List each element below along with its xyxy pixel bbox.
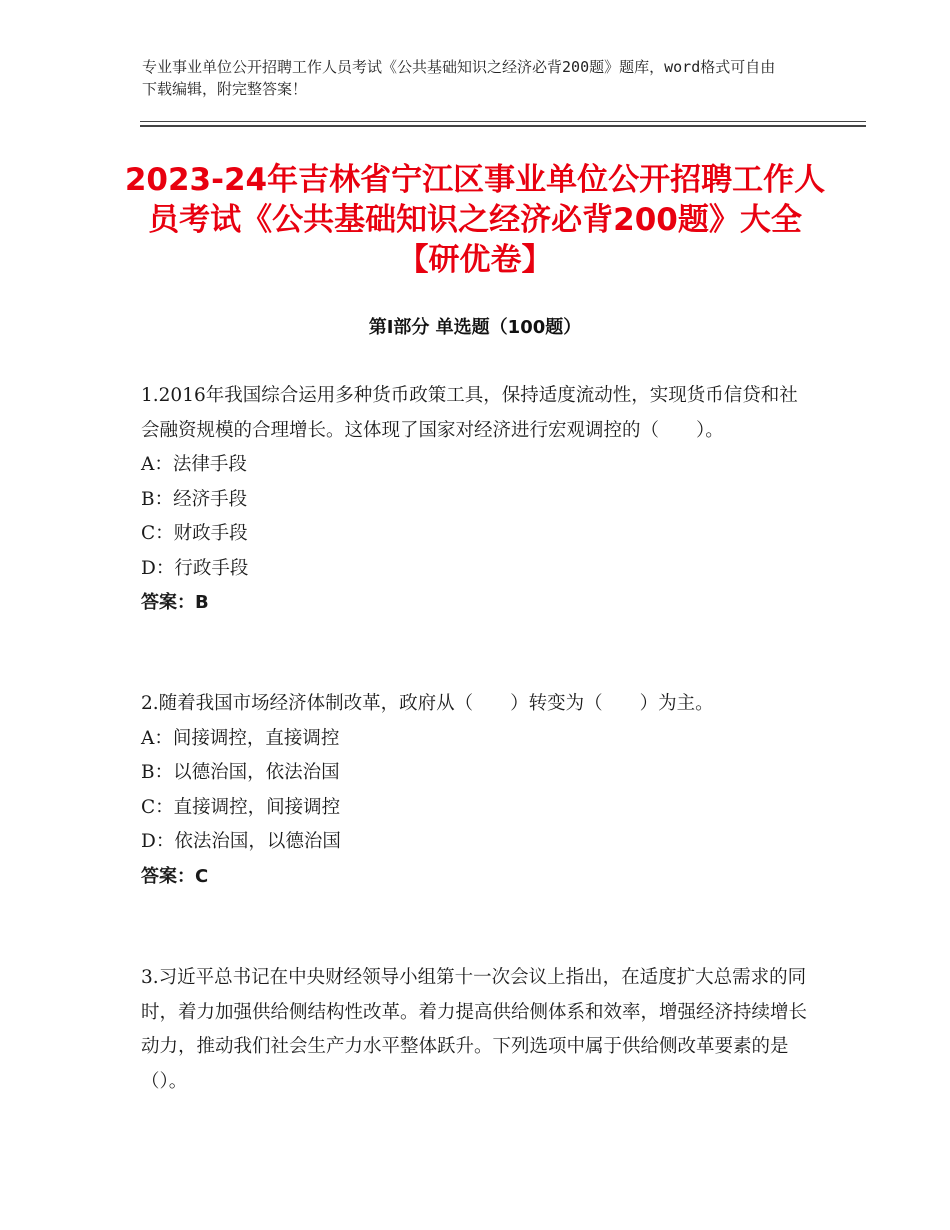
option-b: B：经济手段 xyxy=(141,488,248,510)
header-divider-thin xyxy=(140,121,866,122)
option-b: B：以德治国，依法治国 xyxy=(141,762,340,783)
option-a: A：间接调控，直接调控 xyxy=(141,727,340,749)
question-3 xyxy=(141,961,811,1099)
question-2 xyxy=(141,687,811,894)
question-1 xyxy=(141,379,811,621)
section-title: 第Ⅰ部分 单选题（100题） xyxy=(368,317,582,338)
document-title: 2023-24年吉林省宁江区事业单位公开招聘工作人员考试《公共基础知识之经济必背200题》大全【研优卷】 xyxy=(124,162,826,278)
option-c: C：直接调控，间接调控 xyxy=(141,796,341,818)
question-stem: 3.习近平总书记在中央财经领导小组第十一次会议上指出，在适度扩大总需求的同时，着力加强供给侧结构性改革。着力提高供给侧体系和效率，增强经济持续增长动力，推动我们社会生产力水平整体跃升。下列选项中属于供给侧改革要素的是（）。 xyxy=(141,967,808,1092)
option-d: D：行政手段 xyxy=(141,557,249,579)
question-stem: 2.随着我国市场经济体制改革，政府从（ ）转变为（ ）为主。 xyxy=(141,693,714,714)
question-stem: 1.2016年我国综合运用多种货币政策工具，保持适度流动性，实现货币信贷和社会融资规模的合理增长。这体现了国家对经济进行宏观调控的（ ）。 xyxy=(141,385,798,441)
option-c: C：财政手段 xyxy=(141,523,248,544)
header-divider-thick xyxy=(140,125,866,127)
header-note: 专业事业单位公开招聘工作人员考试《公共基础知识之经济必背200题》题库，word格式可自由下载编辑，附完整答案！ xyxy=(142,58,776,98)
option-a: A：法律手段 xyxy=(141,454,247,475)
answer: 答案：B xyxy=(141,592,209,613)
option-d: D：依法治国，以德治国 xyxy=(141,831,341,852)
answer: 答案：C xyxy=(141,865,209,887)
